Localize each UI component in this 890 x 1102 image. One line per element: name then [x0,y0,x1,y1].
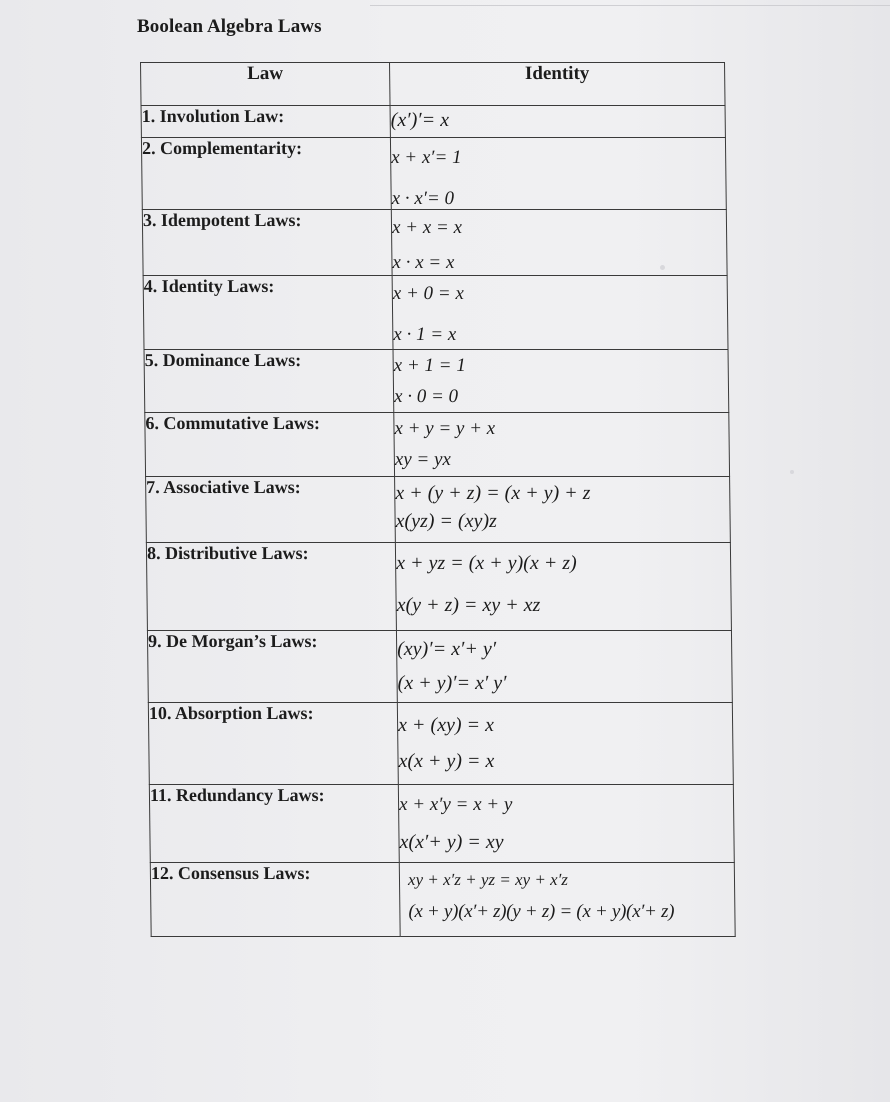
identity-de-morgan-sum: (x + y)′= x′ y′ [397,672,507,694]
law-label-commutative: 6. Commutative Laws: [145,413,395,477]
table-row [141,106,725,138]
boolean-laws-table [140,62,736,937]
identity-distributive-product: x(y + z) = xy + xz [396,594,541,616]
identity-identity-sum: x + 0 = x [392,283,464,304]
table-row [141,138,726,210]
law-label-absorption: 10. Absorption Laws: [148,703,398,785]
identity-commutative-product: xy = yx [394,449,452,470]
identity-absorption-product: x(x + y) = x [398,750,495,772]
table-row [146,543,731,631]
law-label-identity: 4. Identity Laws: [143,276,393,350]
identity-de-morgan-product: (xy)′= x′+ y′ [397,638,497,660]
identity-complement-sum: x + x′= 1 [391,147,462,168]
law-label-complementarity: 2. Complementarity: [141,138,391,210]
identity-distributive-sum: x + yz = (x + y)(x + z) [395,552,577,574]
law-label-idempotent: 3. Idempotent Laws: [142,210,392,276]
law-label-consensus: 12. Consensus Laws: [150,863,400,937]
identity-consensus-product: (x + y)(x′+ z)(y + z) = (x + y)(x′+ z) [408,901,675,922]
identity-consensus-sum: xy + x′z + yz = xy + x′z [407,870,569,889]
identity-involution: (x′)′= x [390,109,450,131]
law-label-involution: 1. Involution Law: [141,106,390,138]
identity-redundancy-product: x(x′+ y) = xy [399,831,504,853]
header-identity: Identity [390,63,726,106]
table-row [147,631,732,703]
table-row [144,350,729,413]
table-row [146,477,731,543]
table-row [145,413,730,477]
page-edge-rule [370,5,890,6]
identity-idempotent-sum: x + x = x [391,217,463,238]
identity-dominance-product: x · 0 = 0 [393,386,459,407]
identity-dominance-sum: x + 1 = 1 [393,355,466,376]
header-law: Law [141,63,391,106]
table-row [143,276,728,350]
identity-complement-product: x · x′= 0 [391,188,455,209]
table-row [150,863,735,937]
identity-idempotent-product: x · x = x [392,252,455,273]
identity-absorption-sum: x + (xy) = x [397,714,495,736]
table-row [142,210,727,276]
paper-speck [790,470,794,474]
identity-redundancy-sum: x + x′y = x + y [398,794,513,815]
identity-associative-sum: x + (y + z) = (x + y) + z [395,482,591,504]
identity-commutative-sum: x + y = y + x [394,418,496,439]
identity-associative-product: x(yz) = (xy)z [395,510,497,532]
law-label-de-morgan: 9. De Morgan’s Laws: [147,631,397,703]
paper-speck [660,265,665,270]
law-label-redundancy: 11. Redundancy Laws: [149,785,399,863]
table-row [148,703,733,785]
table-row [149,785,734,863]
identity-identity-product: x · 1 = x [393,324,457,345]
law-label-dominance: 5. Dominance Laws: [144,350,394,413]
table-header-row [141,63,726,106]
page-title: Boolean Algebra Laws [137,16,322,37]
law-label-distributive: 8. Distributive Laws: [146,543,396,631]
law-label-associative: 7. Associative Laws: [146,477,396,543]
